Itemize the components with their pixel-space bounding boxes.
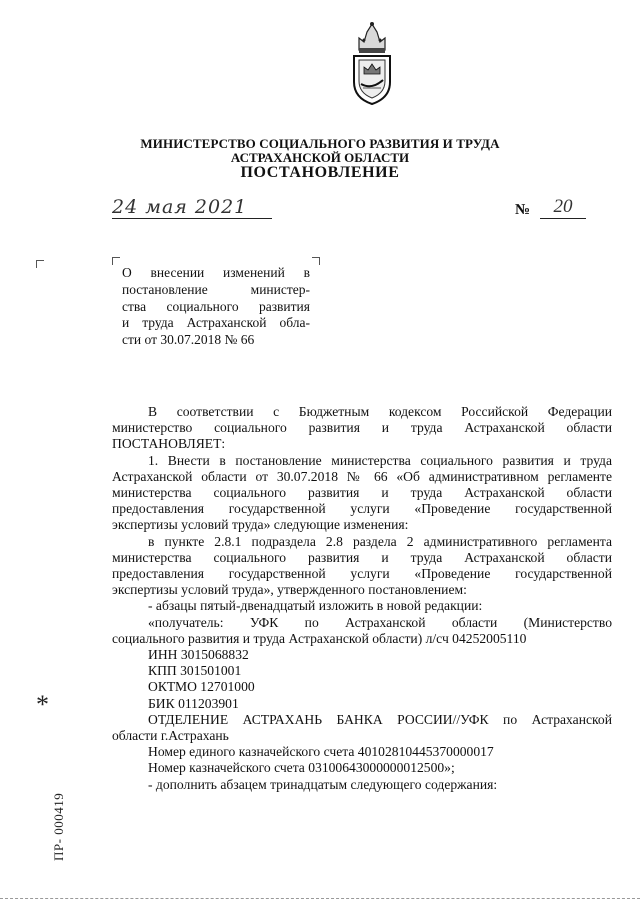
body-line: ОТДЕЛЕНИЕ АСТРАХАНЬ БАНКА РОССИИ//УФК по Астраханской bbox=[148, 711, 612, 727]
body-line: министерства социального развития и труда Астраханской области bbox=[112, 549, 612, 565]
subject-line: и труда Астраханской обла- bbox=[122, 315, 310, 331]
body-line: министерство социального развития и труда Астраханской области bbox=[112, 420, 612, 436]
number-label: № bbox=[515, 202, 531, 218]
body-line: Номер казначейского счета 03100643000000012500»; bbox=[148, 760, 455, 776]
bracket-corner-mark bbox=[36, 260, 44, 268]
body-line: предоставления государственной услуги «Проведение государственной bbox=[112, 501, 612, 517]
body-line: предоставления государственной услуги «Проведение государственной bbox=[112, 566, 612, 582]
body-line: - абзацы пятый-двенадцатый изложить в новой редакции: bbox=[148, 598, 483, 614]
body-line: 1. Внести в постановление министерства социального развития и труда bbox=[148, 452, 612, 468]
body-line: Номер единого казначейского счета 40102810445370000017 bbox=[148, 744, 494, 760]
body-line: ОКТМО 12701000 bbox=[148, 679, 255, 695]
page-bottom-divider bbox=[0, 898, 640, 899]
subject-line: ства социального развития bbox=[122, 298, 310, 314]
body-line: экспертизы условий труда», утвержденного постановлением: bbox=[112, 582, 467, 598]
body-line: области г.Астрахань bbox=[112, 728, 229, 744]
margin-asterisk: * bbox=[36, 690, 49, 719]
ministry-name-line1: МИНИСТЕРСТВО СОЦИАЛЬНОГО РАЗВИТИЯ И ТРУДА bbox=[140, 136, 500, 151]
document-type-title: ПОСТАНОВЛЕНИЕ bbox=[240, 164, 400, 181]
bracket-corner-mark bbox=[112, 257, 120, 265]
body-line: ИНН 3015068832 bbox=[148, 647, 249, 663]
body-line: В соответствии с Бюджетным кодексом Российской Федерации bbox=[148, 404, 612, 419]
subject-line: сти от 30.07.2018 № 66 bbox=[122, 332, 255, 348]
body-line: министерства социального развития и труда Астраханской области bbox=[112, 485, 612, 501]
document-date: 24 мая 2021 bbox=[112, 196, 272, 219]
body-line: экспертизы условий труда» следующие изменения: bbox=[112, 517, 409, 533]
document-body bbox=[112, 404, 612, 793]
body-line: ПОСТАНОВЛЯЕТ: bbox=[112, 436, 226, 452]
subject-line: постановление министер- bbox=[122, 281, 310, 297]
margin-form-code: ПР- 000419 bbox=[51, 792, 66, 861]
body-line: «получатель: УФК по Астраханской области (Министерство bbox=[148, 614, 612, 630]
body-line: в пункте 2.8.1 подраздела 2.8 раздела 2 административного регламента bbox=[148, 533, 612, 549]
document-number: 20 bbox=[540, 196, 586, 219]
body-line: социального развития и труда Астраханской области) л/сч 04252005110 bbox=[112, 630, 527, 646]
body-line: БИК 011203901 bbox=[148, 695, 239, 711]
body-line: Астраханской области от 30.07.2018 № 66 «Об административном регламенте bbox=[112, 468, 612, 484]
coat-of-arms-emblem bbox=[351, 20, 393, 106]
subject-line: О внесении изменений в bbox=[122, 265, 310, 280]
ministry-name-line2: АСТРАХАНСКОЙ ОБЛАСТИ bbox=[230, 150, 410, 165]
bracket-corner-mark bbox=[312, 257, 320, 265]
body-line: КПП 301501001 bbox=[148, 663, 242, 679]
body-line: - дополнить абзацем тринадцатым следующего содержания: bbox=[148, 776, 498, 792]
document-subject bbox=[122, 265, 310, 349]
